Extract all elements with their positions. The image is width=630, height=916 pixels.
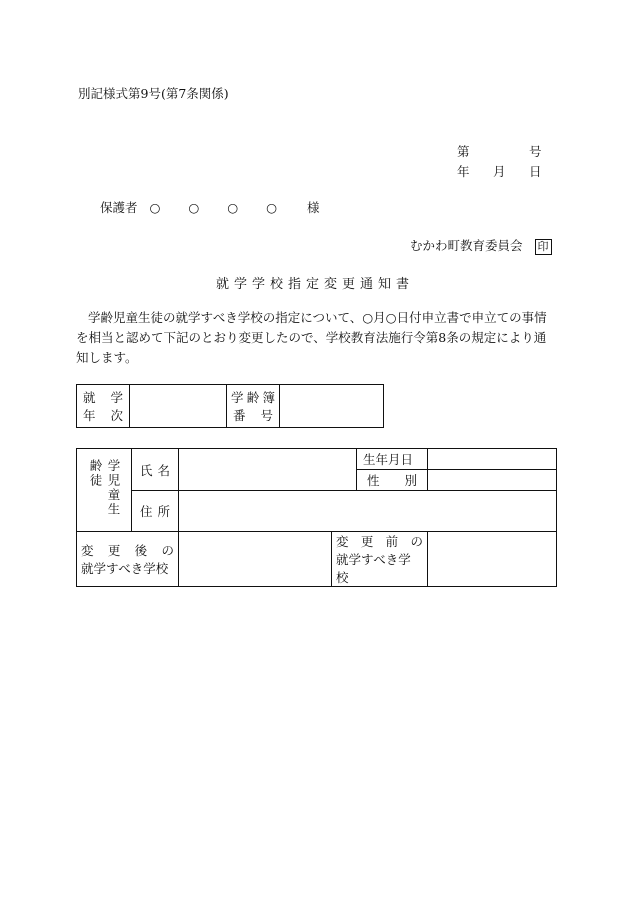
document-number-suffix: 号 (529, 144, 542, 159)
school-before-label-cell: 変 更 前 の 就学すべき学校 (332, 532, 428, 587)
sex-label-cell: 性 別 (357, 470, 428, 491)
issuer-name: むかわ町教育委員会 (410, 238, 523, 253)
guardian-line (100, 198, 320, 216)
register-value-cell[interactable] (280, 385, 384, 428)
grade-value-cell[interactable] (130, 385, 227, 428)
sex-value-cell[interactable] (428, 470, 557, 491)
grade-register-table (76, 384, 384, 428)
address-value-cell[interactable] (179, 491, 557, 532)
register-label-cell: 学 齢 簿 番 号 (227, 385, 280, 428)
guardian-honorific: 様 (307, 200, 320, 215)
name-label-cell: 氏 名 (132, 449, 179, 491)
name-value-cell[interactable] (179, 449, 357, 491)
issuer-line (410, 236, 552, 255)
grade-label-cell: 就 学 年 次 (77, 385, 130, 428)
document-title: 就学学校指定変更通知書 (215, 277, 414, 292)
date-month: 月 (493, 164, 506, 179)
seal-mark: 印 (535, 239, 552, 255)
document-number-prefix: 第 (457, 144, 470, 159)
date-year: 年 (457, 164, 470, 179)
birth-value-cell[interactable] (428, 449, 557, 470)
school-after-value-cell[interactable] (179, 532, 332, 587)
address-label-cell: 住 所 (132, 491, 179, 532)
body-text: 学齢児童生徒の就学すべき学校の指定について、○月○日付申立書で申立ての事情を相当と認めて下記のとおり変更したので、学校教育法施行令第8条の規定により通知します。 (76, 310, 547, 365)
guardian-name-placeholder: ○ ○ ○ ○ (149, 200, 290, 215)
body-paragraph (76, 308, 558, 368)
school-after-label-cell: 変 更 後 の 就学すべき学校 (77, 532, 179, 587)
student-info-table (76, 448, 557, 587)
student-label-cell: 学児童生齢徒 (77, 449, 132, 532)
date-day: 日 (529, 164, 542, 179)
school-before-value-cell[interactable] (428, 532, 557, 587)
form-number-label: 別記様式第9号(第7条関係) (78, 86, 229, 101)
birth-label-cell: 生年月日 (357, 449, 428, 470)
guardian-label: 保護者 (100, 200, 138, 215)
